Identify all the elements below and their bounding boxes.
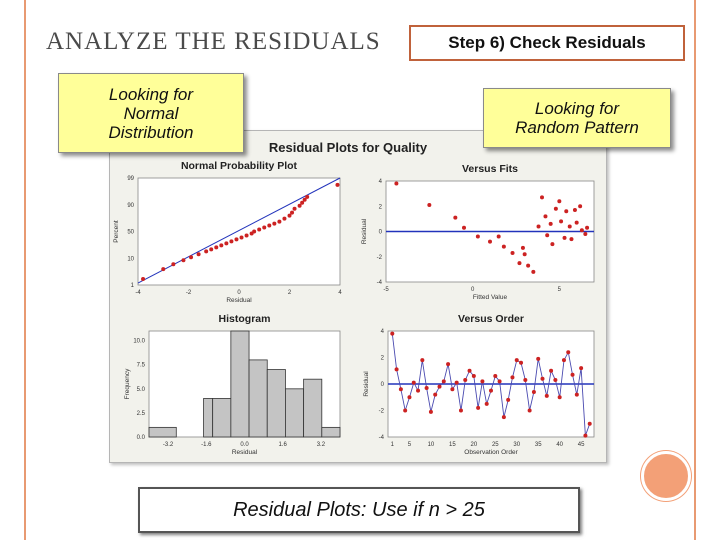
slide-title: ANALYZE THE RESIDUALS: [46, 28, 381, 55]
chart-title-0: Normal Probability Plot: [180, 160, 298, 172]
data-point: [489, 389, 493, 393]
data-point: [412, 381, 416, 385]
x-tick-label-3: 10: [427, 442, 435, 448]
data-point: [498, 379, 502, 383]
histogram-bar: [213, 398, 231, 437]
data-point: [543, 214, 547, 218]
data-point: [425, 386, 429, 390]
histogram-bar: [231, 331, 249, 437]
data-point: [390, 332, 394, 336]
data-point: [257, 228, 261, 232]
data-point: [141, 277, 145, 281]
left-decorative-rule: [24, 0, 26, 540]
histogram-bar: [249, 360, 267, 437]
data-point: [575, 221, 579, 225]
data-point: [583, 232, 587, 236]
x-tick-label-3: 30: [513, 442, 521, 448]
data-point: [528, 409, 532, 413]
data-point: [395, 367, 399, 371]
y-tick-label-1: -4: [376, 280, 382, 286]
right-decorative-rule: [694, 0, 696, 540]
x-tick-label-1: 5: [557, 287, 562, 293]
x-tick-label-2: 0.0: [240, 442, 249, 448]
y-tick-label-0: 90: [127, 202, 134, 209]
data-point: [510, 375, 514, 379]
x-tick-label-1: 0: [470, 287, 475, 293]
data-point: [262, 226, 266, 230]
data-point: [446, 362, 450, 366]
data-point: [541, 377, 545, 381]
x-tick-label-3: 1: [390, 442, 394, 448]
y-tick-label-2: 5.0: [136, 386, 145, 393]
data-point: [252, 230, 256, 234]
data-point: [463, 378, 467, 382]
data-point: [564, 209, 568, 213]
y-tick-label-1: 4: [378, 179, 382, 185]
data-point: [523, 378, 527, 382]
data-point: [558, 395, 562, 399]
x-axis-label-3: Observation Order: [464, 449, 518, 456]
callout-normal-distribution: Looking for Normal Distribution: [58, 73, 244, 153]
data-point: [519, 361, 523, 365]
data-point: [189, 255, 193, 259]
data-point: [416, 389, 420, 393]
data-point: [502, 245, 506, 249]
data-point: [403, 409, 407, 413]
x-tick-label-3: 25: [491, 442, 499, 448]
data-point: [553, 378, 557, 382]
data-point: [488, 240, 492, 244]
data-point: [209, 247, 213, 251]
data-point: [545, 394, 549, 398]
x-tick-label-2: 3.2: [316, 442, 326, 448]
y-tick-label-2: 2.5: [136, 410, 145, 417]
data-point: [224, 241, 228, 245]
data-point: [245, 233, 249, 237]
data-point: [526, 264, 530, 268]
x-tick-label-3: 20: [470, 442, 478, 448]
data-point: [476, 406, 480, 410]
data-point: [293, 207, 297, 211]
chart-title-1: Versus Fits: [461, 163, 519, 175]
y-tick-label-3: 0: [380, 382, 384, 388]
data-point: [219, 243, 223, 247]
x-tick-label-2: -1.6: [201, 442, 212, 448]
data-point: [579, 366, 583, 370]
data-point: [575, 393, 579, 397]
data-point: [476, 235, 480, 239]
data-point: [515, 358, 519, 362]
y-tick-label-3: 2: [380, 355, 384, 362]
x-tick-label-0: -4: [135, 290, 141, 296]
data-point: [480, 379, 484, 383]
data-point: [429, 410, 433, 414]
data-point: [540, 195, 544, 199]
data-point: [240, 235, 244, 239]
y-tick-label-3: 4: [380, 329, 384, 335]
data-point: [537, 224, 541, 228]
y-tick-label-3: -4: [378, 435, 384, 441]
data-point: [585, 226, 589, 230]
data-point: [282, 217, 286, 221]
data-point: [335, 183, 339, 187]
x-tick-label-3: 5: [407, 442, 412, 448]
y-tick-label-0: 50: [127, 229, 134, 236]
histogram-bar: [204, 398, 213, 437]
y-tick-label-1: -2: [376, 254, 382, 261]
data-point: [197, 252, 201, 256]
data-point: [420, 358, 424, 362]
y-tick-label-2: 7.5: [136, 362, 145, 369]
step-label: Step 6) Check Residuals: [409, 25, 685, 61]
data-point: [214, 245, 218, 249]
footer-note: Residual Plots: Use if n > 25: [138, 487, 580, 533]
histogram-bar: [322, 427, 340, 437]
data-point: [588, 422, 592, 426]
x-tick-label-2: -3.2: [162, 442, 174, 448]
data-point: [394, 182, 398, 186]
x-axis-label-1: Fitted Value: [472, 294, 508, 301]
x-tick-label-3: 40: [556, 442, 564, 448]
data-point: [450, 387, 454, 391]
y-tick-label-2: 0.0: [136, 435, 145, 441]
data-point: [277, 220, 281, 224]
data-point: [399, 387, 403, 391]
data-point: [517, 261, 521, 265]
x-tick-label-1: -5: [383, 287, 389, 293]
decorative-circle: [641, 451, 691, 501]
histogram-bar: [267, 370, 285, 437]
x-tick-label-0: -2: [185, 290, 192, 296]
data-point: [497, 235, 501, 239]
data-point: [545, 233, 549, 237]
x-axis-label-0: Residual: [226, 297, 252, 304]
data-point: [562, 358, 566, 362]
data-point: [580, 228, 584, 232]
data-point: [407, 395, 411, 399]
data-point: [557, 199, 561, 203]
data-point: [290, 211, 294, 215]
data-point: [181, 258, 185, 262]
data-point: [161, 267, 165, 271]
data-point: [578, 204, 582, 208]
x-tick-label-0: 4: [338, 290, 342, 296]
residual-plots-svg: [110, 131, 608, 464]
histogram-bar: [285, 389, 303, 437]
data-point: [536, 357, 540, 361]
y-tick-label-0: 10: [127, 256, 134, 263]
y-axis-label-1: Residual: [361, 218, 368, 245]
data-point: [502, 415, 506, 419]
data-point: [204, 249, 208, 253]
data-point: [229, 239, 233, 243]
data-point: [566, 350, 570, 354]
chart-title-3: Versus Order: [458, 313, 524, 325]
data-point: [563, 236, 567, 240]
data-point: [272, 222, 276, 226]
data-point: [442, 379, 446, 383]
histogram-bar: [304, 379, 322, 437]
data-point: [523, 252, 527, 256]
data-point: [571, 373, 575, 377]
data-point: [234, 237, 238, 241]
residual-plots-figure: [109, 130, 607, 463]
x-tick-label-0: 0: [237, 290, 241, 296]
data-point: [554, 207, 558, 211]
y-tick-label-0: 1: [130, 283, 134, 289]
callout-random-pattern: Looking for Random Pattern: [483, 88, 671, 148]
data-point: [521, 246, 525, 250]
data-point: [511, 251, 515, 255]
data-point: [438, 385, 442, 389]
data-point: [453, 216, 457, 220]
x-tick-label-2: 1.6: [278, 442, 287, 448]
data-point: [485, 402, 489, 406]
data-point: [455, 381, 459, 385]
y-axis-label-2: Frequency: [124, 368, 131, 400]
x-axis-label-2: Residual: [231, 449, 258, 456]
data-point: [433, 393, 437, 397]
chart-title-2: Histogram: [218, 313, 271, 325]
histogram-bar: [149, 427, 176, 437]
x-tick-label-3: 35: [534, 442, 542, 448]
data-point: [569, 237, 573, 241]
data-point: [468, 369, 472, 373]
data-point: [493, 374, 497, 378]
x-tick-label-3: 45: [577, 442, 585, 448]
y-tick-label-1: 2: [378, 204, 382, 211]
x-tick-label-0: 2: [287, 290, 292, 296]
data-point: [550, 242, 554, 246]
data-point: [506, 398, 510, 402]
data-point: [531, 270, 535, 274]
data-point: [549, 369, 553, 373]
data-point: [427, 203, 431, 207]
y-tick-label-1: 0: [378, 229, 382, 236]
figure-title: Residual Plots for Quality: [268, 140, 428, 155]
data-point: [462, 226, 466, 230]
data-point: [568, 224, 572, 228]
y-tick-label-2: 10.0: [133, 338, 145, 345]
data-point: [549, 222, 553, 226]
y-tick-label-0: 99: [127, 176, 134, 182]
data-point: [171, 262, 175, 266]
data-point: [559, 219, 563, 223]
data-point: [459, 409, 463, 413]
y-axis-label-0: Percent: [113, 220, 120, 243]
data-point: [267, 224, 271, 228]
data-point: [472, 374, 476, 378]
data-point: [583, 434, 587, 438]
data-point: [532, 390, 536, 394]
y-tick-label-3: -2: [378, 408, 384, 415]
data-point: [573, 208, 577, 212]
x-tick-label-3: 15: [449, 442, 456, 448]
data-point: [305, 195, 309, 199]
y-axis-label-3: Residual: [363, 371, 370, 397]
